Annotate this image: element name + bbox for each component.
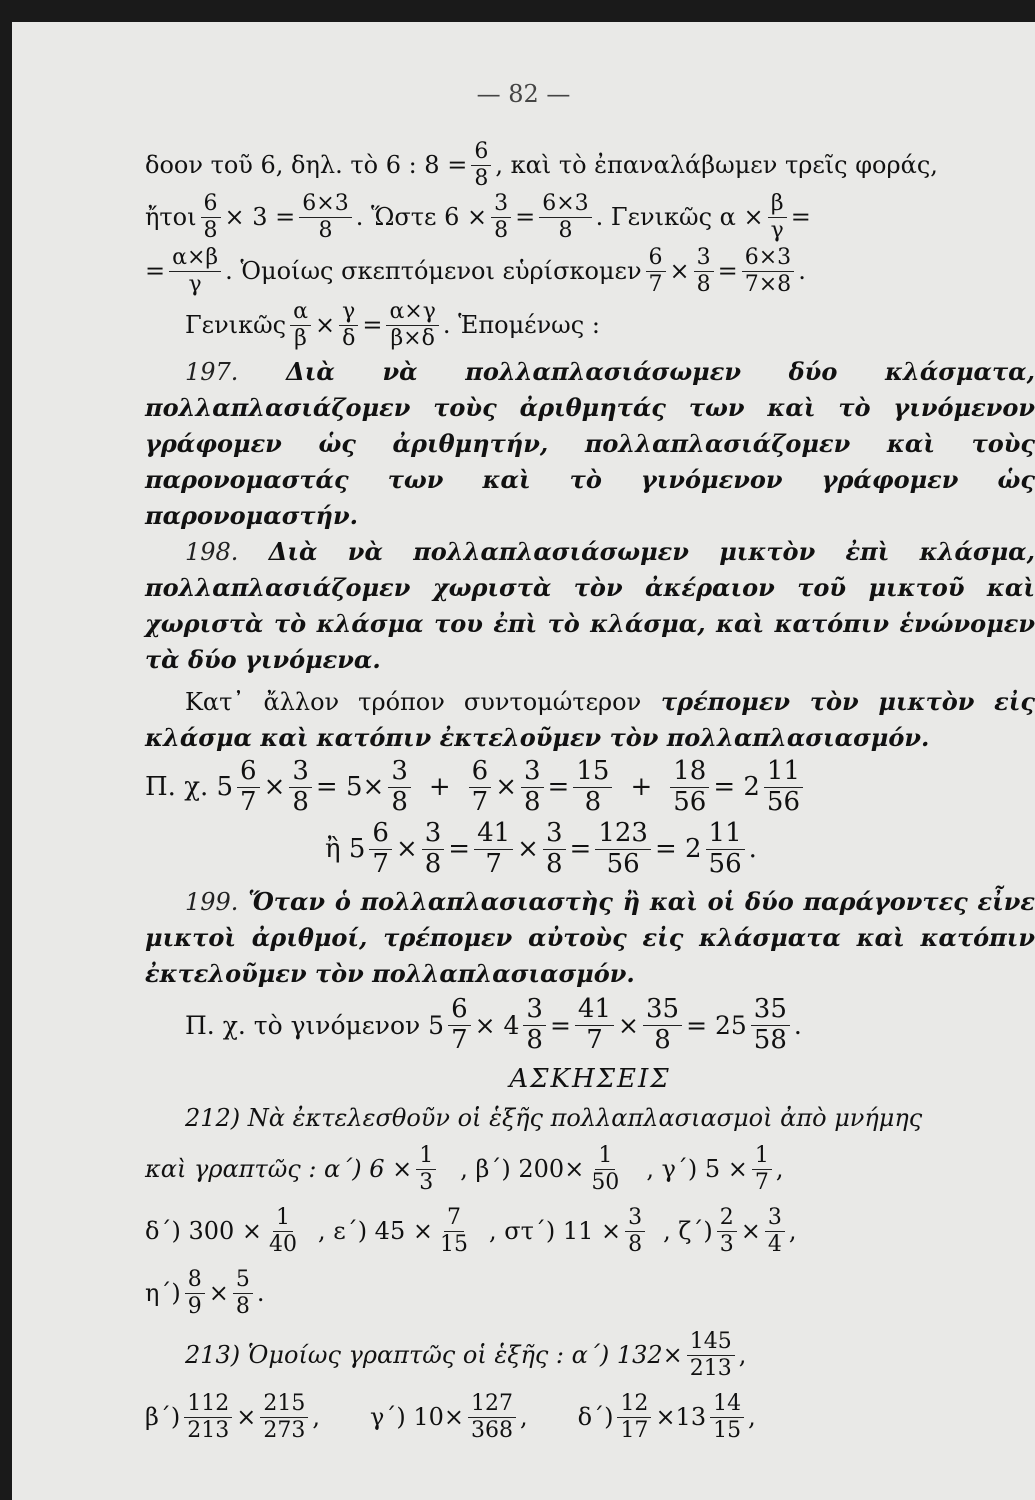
fraction bbox=[233, 1268, 253, 1317]
fraction bbox=[237, 758, 260, 816]
operator: = 5× bbox=[315, 772, 385, 802]
exercise-item-b: β΄) bbox=[145, 1403, 181, 1431]
page-number: — 82 — bbox=[476, 80, 571, 108]
paragraph-199 bbox=[145, 884, 1035, 992]
fraction bbox=[521, 758, 544, 816]
fraction bbox=[169, 246, 221, 295]
text-line-1 bbox=[145, 140, 1035, 190]
denominator: γ bbox=[770, 217, 784, 243]
example-label: Π. χ. 5 bbox=[145, 772, 234, 802]
operator: + bbox=[428, 772, 451, 802]
denominator: 8 bbox=[545, 848, 563, 879]
fraction bbox=[539, 192, 591, 241]
denominator: 8 bbox=[558, 217, 573, 243]
fraction bbox=[468, 1392, 516, 1441]
line2-text-g: = bbox=[790, 203, 811, 231]
denominator: 8 bbox=[292, 786, 309, 817]
text-line-4 bbox=[145, 298, 1035, 352]
exercise-212-line-3 bbox=[145, 1262, 1035, 1324]
denominator: 3 bbox=[419, 1169, 434, 1195]
operator: × bbox=[618, 1010, 639, 1040]
exercise-item-e: , ε΄) 45 × bbox=[318, 1217, 433, 1245]
fraction bbox=[625, 1206, 645, 1255]
denominator: γ bbox=[188, 271, 202, 297]
operator: = bbox=[547, 772, 570, 802]
denominator: 56 bbox=[606, 848, 640, 879]
denominator: 7 bbox=[372, 848, 389, 879]
line3-text-b: . Ὁμοίως σκεπτόμενοι εὑρίσκομεν bbox=[225, 257, 642, 285]
fraction bbox=[289, 758, 312, 816]
fraction bbox=[573, 758, 612, 816]
line3-text-a: = bbox=[145, 257, 166, 285]
exercise-item-a: καὶ γραπτῶς : α΄) 6 × bbox=[145, 1155, 413, 1183]
operator: × bbox=[263, 772, 286, 802]
punctuation: , bbox=[312, 1403, 320, 1431]
example-line-3 bbox=[145, 992, 1035, 1058]
fraction bbox=[765, 1206, 785, 1255]
numerator: 6×3 bbox=[742, 246, 794, 271]
punctuation: , bbox=[775, 1155, 784, 1183]
numerator: 7 bbox=[444, 1206, 464, 1231]
paragraph-number: 199. bbox=[185, 888, 239, 916]
numerator: γ bbox=[339, 300, 358, 325]
fraction bbox=[646, 246, 666, 295]
punctuation: , bbox=[788, 1217, 797, 1245]
denominator: 56 bbox=[708, 848, 742, 879]
fraction bbox=[386, 300, 438, 349]
fraction bbox=[694, 246, 714, 295]
denominator: 8 bbox=[524, 786, 541, 817]
operator: = bbox=[549, 1010, 571, 1040]
exercise-213-line-1 bbox=[145, 1324, 1035, 1386]
numerator: 35 bbox=[643, 996, 682, 1025]
punctuation: , bbox=[519, 1403, 528, 1431]
denominator: 7×8 bbox=[744, 271, 792, 297]
numerator: 18 bbox=[670, 758, 709, 787]
exercise-item-c: , γ΄) 5 × bbox=[646, 1155, 748, 1183]
fraction bbox=[687, 1330, 735, 1379]
paragraph-text: Διὰ νὰ πολλαπλασιάσωμεν δύο κλάσματα, πολλαπλασιάζομεν τοὺς ἀριθμητάς των καὶ τὸ γινόμενον γράφομεν ὡς ἀριθμητήν, πολλαπλασιάζομεν καὶ τοὺς παρονομαστάς των καὶ τὸ γινόμενον γράφομεν ὡς παρονομαστήν. bbox=[145, 357, 1035, 530]
numerator: α bbox=[290, 300, 311, 325]
paragraph-text: Διὰ νὰ πολλαπλασιάσωμεν μικτὸν ἐπὶ κλάσμα, πολλαπλασιάζομεν χωριστὰ τὸν ἀκέραιον τοῦ μικτοῦ καὶ χωριστὰ τὸ κλάσμα του ἐπὶ τὸ κλάσμα, καὶ κατόπιν ἑνώνομεν τὰ δύο γινόμενα. bbox=[145, 537, 1035, 674]
line2-text-d: = bbox=[515, 203, 536, 231]
fraction bbox=[448, 996, 471, 1054]
fraction bbox=[469, 758, 492, 816]
operator: . bbox=[793, 1010, 802, 1040]
denominator: 56 bbox=[766, 786, 801, 817]
denominator: 58 bbox=[753, 1024, 787, 1055]
book-page bbox=[12, 22, 1035, 1500]
numerator: 1 bbox=[416, 1144, 436, 1169]
exercise-item-d: δ΄) bbox=[577, 1403, 614, 1431]
fraction bbox=[742, 246, 794, 295]
operator: × bbox=[395, 834, 418, 864]
numerator: 8 bbox=[185, 1268, 205, 1293]
denominator: 8 bbox=[584, 786, 602, 817]
denominator: 8 bbox=[654, 1024, 671, 1055]
denominator: 7 bbox=[471, 786, 489, 817]
denominator: 40 bbox=[269, 1231, 297, 1257]
numerator: 6 bbox=[237, 758, 260, 787]
exercise-item-g: , ζ΄) bbox=[663, 1217, 713, 1245]
line1-text-b: , καὶ τὸ ἐπαναλάβωμεν τρεῖς φοράς, bbox=[495, 151, 938, 179]
denominator: 8 bbox=[424, 848, 442, 879]
denominator: 56 bbox=[673, 786, 707, 817]
numerator: 3 bbox=[491, 192, 511, 217]
numerator: 14 bbox=[710, 1392, 744, 1417]
denominator: 368 bbox=[470, 1417, 513, 1443]
fraction bbox=[575, 996, 614, 1054]
line4-text-c: = bbox=[362, 311, 383, 339]
exercise-212-line-2 bbox=[145, 1200, 1035, 1262]
line2-text-b: × 3 = bbox=[224, 203, 296, 231]
punctuation: . bbox=[256, 1279, 265, 1307]
numerator: 3 bbox=[422, 820, 445, 849]
fraction bbox=[523, 996, 546, 1054]
fraction bbox=[201, 192, 221, 241]
numerator: 6 bbox=[646, 246, 666, 271]
fraction bbox=[299, 192, 351, 241]
numerator: α×γ bbox=[386, 300, 438, 325]
operator: × bbox=[495, 772, 517, 802]
example-label: ἢ 5 bbox=[325, 834, 366, 864]
operator: = bbox=[448, 834, 471, 864]
fraction bbox=[185, 1268, 205, 1317]
fraction bbox=[717, 1206, 737, 1255]
operator: ×13 bbox=[655, 1403, 707, 1431]
denominator: 7 bbox=[240, 786, 257, 817]
numerator: 1 bbox=[595, 1144, 615, 1169]
numerator: 6 bbox=[369, 820, 392, 849]
fraction bbox=[369, 820, 392, 878]
example-line-2 bbox=[145, 818, 1035, 880]
denominator: 8 bbox=[474, 165, 489, 191]
numerator: 6×3 bbox=[539, 192, 591, 217]
operator: . bbox=[748, 834, 757, 864]
denominator: 7 bbox=[451, 1024, 468, 1055]
denominator: δ bbox=[342, 325, 356, 351]
exercise-item-b: , β΄) 200× bbox=[460, 1155, 585, 1183]
line1-text-a: δοον τοῦ 6, δηλ. τὸ 6 : 8 = bbox=[145, 151, 468, 179]
operator: + bbox=[630, 772, 653, 802]
numerator: 11 bbox=[706, 820, 745, 849]
fraction bbox=[643, 996, 682, 1054]
fraction bbox=[670, 758, 709, 816]
operator: × bbox=[740, 1217, 761, 1245]
operator: = 2 bbox=[713, 772, 760, 802]
example-label: Π. χ. τὸ γινόμενον 5 bbox=[185, 1010, 445, 1040]
numerator: 35 bbox=[751, 996, 790, 1025]
operator: × bbox=[208, 1279, 229, 1307]
denominator: 8 bbox=[318, 217, 333, 243]
fraction bbox=[339, 300, 358, 349]
exercise-item-f: , στ΄) 11 × bbox=[488, 1217, 622, 1245]
exercise-212-intro bbox=[145, 1098, 1035, 1138]
fraction bbox=[422, 820, 445, 878]
numerator: 3 bbox=[694, 246, 714, 271]
denominator: 8 bbox=[235, 1293, 250, 1319]
punctuation: , bbox=[748, 1403, 756, 1431]
operator: = 25 bbox=[686, 1010, 747, 1040]
line2-text-e: . Γενικῶς α × bbox=[595, 203, 764, 231]
denominator: β×δ bbox=[390, 325, 435, 351]
exercise-item-d: δ΄) 300 × bbox=[145, 1217, 262, 1245]
fraction bbox=[184, 1392, 232, 1441]
numerator: 12 bbox=[617, 1392, 651, 1417]
punctuation: , bbox=[738, 1341, 747, 1369]
numerator: 41 bbox=[474, 820, 513, 849]
denominator: 7 bbox=[586, 1024, 603, 1055]
denominator: 7 bbox=[648, 271, 663, 297]
denominator: 50 bbox=[591, 1169, 620, 1195]
fraction bbox=[266, 1206, 300, 1255]
fraction bbox=[768, 192, 787, 241]
denominator: 213 bbox=[187, 1417, 230, 1443]
denominator: 8 bbox=[203, 217, 218, 243]
denominator: 15 bbox=[439, 1231, 468, 1257]
exercise-item-c: γ΄) 10× bbox=[370, 1403, 464, 1431]
page-content bbox=[145, 140, 1035, 1448]
operator: = bbox=[569, 834, 592, 864]
paragraph-text: Ὅταν ὁ πολλαπλασιαστὴς ἢ καὶ οἱ δύο παράγοντες εἶνε μικτοὶ ἀριθμοί, τρέπομεν αὐτοὺς εἰς κλάσματα καὶ κατόπιν ἐκτελοῦμεν τὸν πολλαπλασιασμόν. bbox=[145, 887, 1035, 988]
numerator: 145 bbox=[687, 1330, 735, 1355]
numerator: 41 bbox=[575, 996, 614, 1025]
denominator: 8 bbox=[391, 786, 408, 817]
numerator: 6×3 bbox=[299, 192, 351, 217]
numerator: 11 bbox=[764, 758, 803, 787]
numerator: 15 bbox=[573, 758, 612, 787]
numerator: 127 bbox=[468, 1392, 516, 1417]
numerator: 3 bbox=[521, 758, 544, 787]
paragraph-bold-text: τρέπομεν τὸν μικτὸν εἰς κλάσμα καὶ κατόπιν ἐκτελοῦμεν τὸν πολλαπλασιασμόν. bbox=[145, 687, 1035, 752]
line4-text-d: . Ἑπομένως : bbox=[442, 311, 600, 339]
fraction bbox=[617, 1392, 651, 1441]
numerator: 2 bbox=[717, 1206, 737, 1231]
numerator: 3 bbox=[765, 1206, 785, 1231]
denominator: 8 bbox=[628, 1231, 643, 1257]
paragraph-197 bbox=[145, 354, 1035, 534]
exercises-title: ΑΣΚΗΣΕΙΣ bbox=[509, 1064, 671, 1094]
paragraph-plain-text: Κατ᾽ ἄλλον τρόπον συντομώτερον bbox=[185, 688, 642, 716]
denominator: 4 bbox=[767, 1231, 782, 1257]
text-line-2 bbox=[145, 190, 1035, 244]
fraction bbox=[416, 1144, 436, 1193]
denominator: 7 bbox=[485, 848, 502, 879]
fraction bbox=[751, 996, 790, 1054]
denominator: 7 bbox=[754, 1169, 769, 1195]
paragraph-alternative bbox=[145, 684, 1035, 756]
exercise-text: 212) Νὰ ἐκτελεσθοῦν οἱ ἑξῆς πολλαπλασιασμοὶ ἀπὸ μνήμης bbox=[185, 1104, 923, 1132]
numerator: 6 bbox=[469, 758, 492, 787]
denominator: 8 bbox=[494, 217, 509, 243]
exercise-item-h: η΄) bbox=[145, 1279, 181, 1307]
numerator: 6 bbox=[448, 996, 471, 1025]
fraction bbox=[388, 758, 411, 816]
fraction bbox=[290, 300, 311, 349]
paragraph-number: 198. bbox=[185, 538, 239, 566]
denominator: 17 bbox=[620, 1417, 649, 1443]
numerator: 1 bbox=[752, 1144, 772, 1169]
denominator: β bbox=[294, 325, 307, 351]
line3-text-c: × bbox=[669, 257, 690, 285]
line3-text-d: = bbox=[717, 257, 738, 285]
numerator: 123 bbox=[595, 820, 651, 849]
operator: = 2 bbox=[654, 834, 702, 864]
example-line-1 bbox=[145, 756, 1035, 818]
denominator: 8 bbox=[526, 1024, 543, 1055]
line2-text-a: ἤτοι bbox=[145, 203, 197, 231]
denominator: 8 bbox=[696, 271, 711, 297]
paragraph-198 bbox=[145, 534, 1035, 678]
exercise-212-line-1 bbox=[145, 1138, 1035, 1200]
fraction bbox=[595, 820, 651, 878]
denominator: 15 bbox=[713, 1417, 742, 1443]
numerator: β bbox=[768, 192, 787, 217]
denominator: 213 bbox=[689, 1355, 732, 1381]
line3-text-e: . bbox=[798, 257, 806, 285]
fraction bbox=[752, 1144, 772, 1193]
operator: × 4 bbox=[474, 1010, 520, 1040]
numerator: 3 bbox=[289, 758, 312, 787]
fraction bbox=[764, 758, 803, 816]
numerator: 215 bbox=[260, 1392, 308, 1417]
numerator: 3 bbox=[625, 1206, 645, 1231]
numerator: 3 bbox=[388, 758, 411, 787]
numerator: α×β bbox=[169, 246, 221, 271]
exercise-213-line-2 bbox=[145, 1386, 1035, 1448]
numerator: 6 bbox=[471, 140, 491, 165]
denominator: 9 bbox=[187, 1293, 202, 1319]
text-line-3 bbox=[145, 244, 1035, 298]
numerator: 3 bbox=[543, 820, 566, 849]
operator: × bbox=[517, 834, 539, 864]
exercise-text: 213) Ὁμοίως γραπτῶς οἱ ἑξῆς : α΄) 132× bbox=[185, 1341, 683, 1369]
line2-text-c: . Ὥστε 6 × bbox=[355, 203, 488, 231]
fraction bbox=[437, 1206, 471, 1255]
paragraph-number: 197. bbox=[185, 358, 239, 386]
numerator: 112 bbox=[184, 1392, 232, 1417]
numerator: 5 bbox=[233, 1268, 253, 1293]
fraction bbox=[471, 140, 491, 189]
numerator: 3 bbox=[523, 996, 546, 1025]
fraction bbox=[588, 1144, 622, 1193]
fraction bbox=[260, 1392, 308, 1441]
fraction bbox=[543, 820, 566, 878]
denominator: 273 bbox=[263, 1417, 306, 1443]
numerator: 6 bbox=[201, 192, 221, 217]
operator: × bbox=[236, 1403, 257, 1431]
line4-text-a: Γενικῶς bbox=[185, 311, 287, 339]
numerator: 1 bbox=[273, 1206, 293, 1231]
line4-text-b: × bbox=[314, 311, 336, 339]
fraction bbox=[474, 820, 513, 878]
fraction bbox=[710, 1392, 744, 1441]
fraction bbox=[491, 192, 511, 241]
denominator: 3 bbox=[719, 1231, 734, 1257]
fraction bbox=[706, 820, 745, 878]
